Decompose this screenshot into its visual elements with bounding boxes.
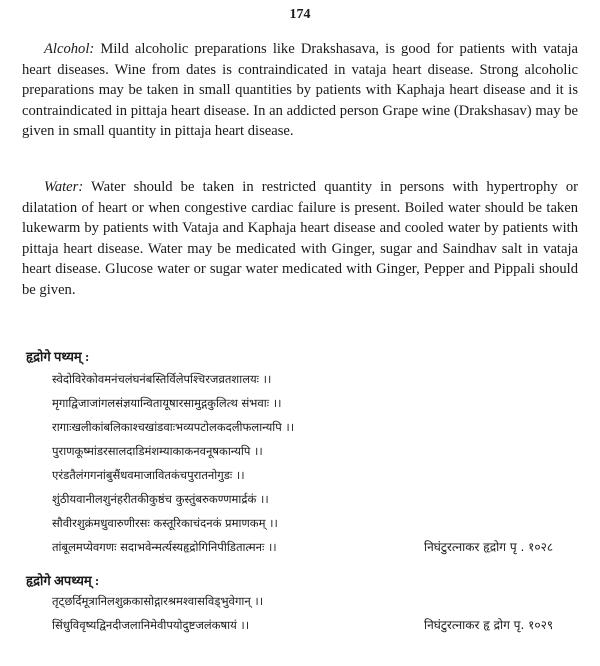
apathya-heading: हृद्रोगे अपथ्यम् : [26, 573, 100, 588]
pathya-verse-line: शुंठीयवानीलशुनंहरीतकीकुष्ठंच कुस्तुंबरुकण्णमार्द्रकं ।। [52, 492, 269, 506]
pathya-verse-line: रागाःखलीकांबलिकाश्चखांडवाःभव्यपटोलकदलीफलान्यपि ।। [52, 420, 295, 434]
pathya-verse-line: पुराणकूष्मांडरसालदाडिमंशम्याकाकनवनूषकान्यपि ।। [52, 444, 263, 458]
pathya-verse-line: तांबूलमप्येवगणः सदाभवेन्मर्त्यस्यहृद्रोगिनिपीडितात्मनः ।। [52, 540, 277, 554]
alcohol-term: Alcohol: [44, 41, 95, 57]
pathya-heading: हृद्रोगे पथ्यम् : [26, 349, 90, 364]
pathya-verse-line: एरंडतैलंगगनांबुसैंधवमाजावितकंचपुरातनोगुडः ।। [52, 468, 245, 482]
pathya-reference: निघंटुरत्नाकर हृद्रोग पृ . १०२८ [424, 540, 554, 554]
apathya-verse-line: तृट्छर्दिमूत्रानिलशुक्रकासोद्गारश्रमश्वासविड्भुवेगान् ।। [52, 594, 264, 608]
water-text: Water should be taken in restricted quantity in persons with hypertrophy or dilatation of heart or when congestive cardiac failure is present. Boiled water should be taken lukewarm by patients with Vataja and Kaphaja heart disease and cooled water by patients with pittaja heart disease. Water may be medicated with Ginger, sugar and Saindhav salt in vataja heart disease. Glucose water or sugar water medicated with Ginger, Pepper and Pippali should be given. [22, 179, 578, 298]
pathya-verse-line: स्वेदोविरेकोवमनंचलंघनंबस्तिर्विलेपश्चिरजव्रतशालयः ।। [52, 372, 272, 386]
alcohol-text: Mild alcoholic preparations like Drakshasava, is good for patients with vataja heart diseases. Wine from dates is contraindicated in vataja heart disease. Strong alcoholic preparations may be taken in small quantities by patients with Kaphaja heart disease and it is contraindicated in pittaja heart disease. In an addicted person Grape wine (Drakshasav) may be given in small quantity in pittaja heart disease. [22, 41, 578, 139]
water-term: Water: [44, 179, 84, 195]
water-paragraph [22, 177, 578, 300]
apathya-reference: निघंटुरत्नाकर हृ द्रोग पृ. १०२९ [424, 618, 554, 632]
page-number: 174 [289, 7, 311, 22]
apathya-verse-line: सिंधुविवृष्यद्विनदीजलानिमेवीपयोदुष्टजलंकषायं ।। [52, 618, 250, 632]
pathya-verse-line: सौवीरशुक्रंमधुवारुणीरसः कस्तूरिकाचंदनकं प्रमाणकम् ।। [52, 516, 278, 530]
alcohol-paragraph [22, 39, 578, 142]
pathya-verse-line: मृगाद्विजाजांगलसंज्ञयान्वितायूषारसामुद्गकुलित्थ संभवाः ।। [52, 396, 282, 410]
